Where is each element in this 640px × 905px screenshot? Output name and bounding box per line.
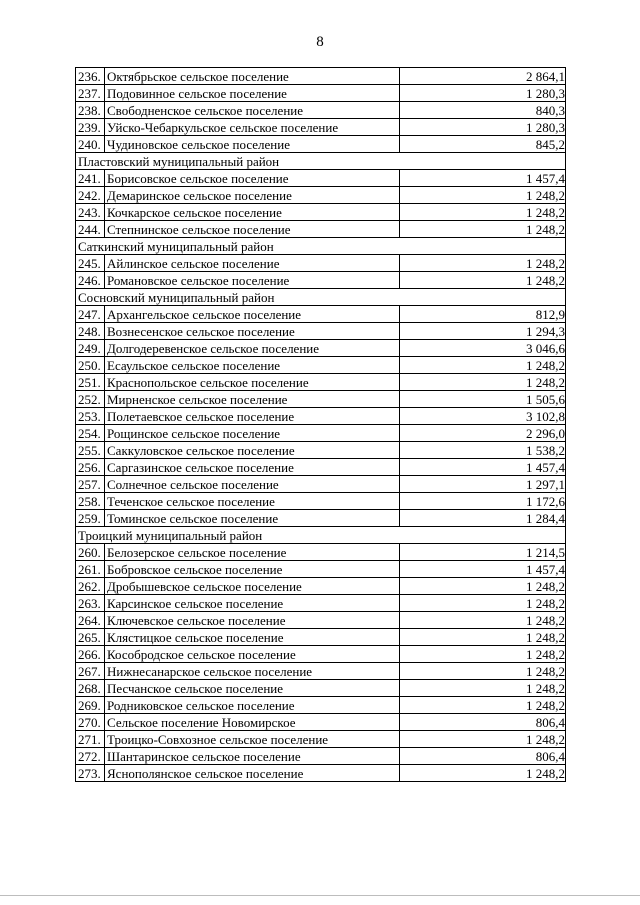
district-header-row: [76, 527, 566, 544]
table-row: [76, 119, 566, 136]
row-number: 252.: [76, 391, 105, 408]
row-number: 262.: [76, 578, 105, 595]
table-row: [76, 272, 566, 289]
table-row: [76, 442, 566, 459]
settlement-name: Саккуловское сельское поселение: [105, 442, 400, 459]
table-row: [76, 731, 566, 748]
table-row: [76, 340, 566, 357]
row-number: 264.: [76, 612, 105, 629]
page-bottom-edge: [0, 895, 640, 896]
settlement-name: Краснопольское сельское поселение: [105, 374, 400, 391]
row-number: 255.: [76, 442, 105, 459]
table-row: [76, 765, 566, 782]
settlement-amount: 1 248,2: [400, 697, 566, 714]
table-row: [76, 595, 566, 612]
settlement-amount: 1 505,6: [400, 391, 566, 408]
settlement-amount: 1 248,2: [400, 204, 566, 221]
table-row: [76, 646, 566, 663]
row-number: 242.: [76, 187, 105, 204]
row-number: 261.: [76, 561, 105, 578]
settlement-amount: 2 296,0: [400, 425, 566, 442]
settlement-amount: 1 294,3: [400, 323, 566, 340]
settlement-amount: 1 248,2: [400, 272, 566, 289]
row-number: 256.: [76, 459, 105, 476]
settlement-name: Кособродское сельское поселение: [105, 646, 400, 663]
settlement-name: Октябрьское сельское поселение: [105, 68, 400, 85]
settlement-amount: 1 280,3: [400, 85, 566, 102]
row-number: 272.: [76, 748, 105, 765]
row-number: 257.: [76, 476, 105, 493]
row-number: 263.: [76, 595, 105, 612]
district-header-row: [76, 153, 566, 170]
row-number: 247.: [76, 306, 105, 323]
settlement-amount: 1 248,2: [400, 680, 566, 697]
settlement-name: Айлинское сельское поселение: [105, 255, 400, 272]
table-row: [76, 544, 566, 561]
settlement-name: Нижнесанарское сельское поселение: [105, 663, 400, 680]
settlement-name: Демаринское сельское поселение: [105, 187, 400, 204]
settlement-name: Карсинское сельское поселение: [105, 595, 400, 612]
district-name: Троицкий муниципальный район: [76, 527, 566, 544]
table-row: [76, 221, 566, 238]
settlement-name: Степнинское сельское поселение: [105, 221, 400, 238]
table-row: [76, 714, 566, 731]
settlement-amount: 1 457,4: [400, 170, 566, 187]
settlement-amount: 1 248,2: [400, 646, 566, 663]
table-row: [76, 85, 566, 102]
row-number: 245.: [76, 255, 105, 272]
settlement-name: Бобровское сельское поселение: [105, 561, 400, 578]
table-row: [76, 187, 566, 204]
row-number: 249.: [76, 340, 105, 357]
settlement-amount: 840,3: [400, 102, 566, 119]
settlement-name: Клястицкое сельское поселение: [105, 629, 400, 646]
row-number: 253.: [76, 408, 105, 425]
settlement-amount: 845,2: [400, 136, 566, 153]
table-row: [76, 612, 566, 629]
row-number: 259.: [76, 510, 105, 527]
settlement-amount: 806,4: [400, 748, 566, 765]
settlement-amount: 1 248,2: [400, 629, 566, 646]
settlement-name: Томинское сельское поселение: [105, 510, 400, 527]
table-row: [76, 561, 566, 578]
settlement-name: Долгодеревенское сельское поселение: [105, 340, 400, 357]
table-row: [76, 136, 566, 153]
settlements-table: [75, 67, 566, 782]
table-row: [76, 476, 566, 493]
settlement-amount: 1 248,2: [400, 255, 566, 272]
settlement-amount: 1 248,2: [400, 765, 566, 782]
table-row: [76, 323, 566, 340]
row-number: 248.: [76, 323, 105, 340]
settlement-amount: 1 248,2: [400, 357, 566, 374]
table-row: [76, 510, 566, 527]
row-number: 271.: [76, 731, 105, 748]
table-row: [76, 459, 566, 476]
table-row: [76, 204, 566, 221]
row-number: 241.: [76, 170, 105, 187]
settlement-name: Борисовское сельское поселение: [105, 170, 400, 187]
settlement-amount: 1 248,2: [400, 221, 566, 238]
table-row: [76, 170, 566, 187]
row-number: 268.: [76, 680, 105, 697]
table-row: [76, 697, 566, 714]
table-row: [76, 493, 566, 510]
row-number: 267.: [76, 663, 105, 680]
settlement-name: Солнечное сельское поселение: [105, 476, 400, 493]
settlement-name: Мирненское сельское поселение: [105, 391, 400, 408]
settlement-amount: 1 280,3: [400, 119, 566, 136]
table-row: [76, 306, 566, 323]
settlement-name: Троицко-Совхозное сельское поселение: [105, 731, 400, 748]
settlement-amount: 1 248,2: [400, 663, 566, 680]
settlement-name: Уйско-Чебаркульское сельское поселение: [105, 119, 400, 136]
row-number: 260.: [76, 544, 105, 561]
row-number: 236.: [76, 68, 105, 85]
settlement-name: Яснополянское сельское поселение: [105, 765, 400, 782]
table-row: [76, 68, 566, 85]
table-row: [76, 680, 566, 697]
row-number: 238.: [76, 102, 105, 119]
settlement-amount: 1 248,2: [400, 612, 566, 629]
settlement-amount: 3 046,6: [400, 340, 566, 357]
district-header-row: [76, 238, 566, 255]
row-number: 270.: [76, 714, 105, 731]
settlement-name: Песчанское сельское поселение: [105, 680, 400, 697]
settlement-name: Белозерское сельское поселение: [105, 544, 400, 561]
settlement-name: Саргазинское сельское поселение: [105, 459, 400, 476]
row-number: 251.: [76, 374, 105, 391]
row-number: 250.: [76, 357, 105, 374]
settlement-name: Романовское сельское поселение: [105, 272, 400, 289]
table-row: [76, 102, 566, 119]
settlement-name: Вознесенское сельское поселение: [105, 323, 400, 340]
table-row: [76, 391, 566, 408]
row-number: 269.: [76, 697, 105, 714]
table-row: [76, 255, 566, 272]
row-number: 254.: [76, 425, 105, 442]
settlement-name: Ключевское сельское поселение: [105, 612, 400, 629]
row-number: 246.: [76, 272, 105, 289]
settlement-name: Архангельское сельское поселение: [105, 306, 400, 323]
settlement-amount: 1 248,2: [400, 187, 566, 204]
settlement-name: Подовинное сельское поселение: [105, 85, 400, 102]
table-row: [76, 374, 566, 391]
table-row: [76, 663, 566, 680]
table-row: [76, 425, 566, 442]
settlement-amount: 1 214,5: [400, 544, 566, 561]
row-number: 239.: [76, 119, 105, 136]
settlement-name: Есаульское сельское поселение: [105, 357, 400, 374]
row-number: 265.: [76, 629, 105, 646]
settlement-amount: 1 538,2: [400, 442, 566, 459]
district-name: Пластовский муниципальный район: [76, 153, 566, 170]
row-number: 243.: [76, 204, 105, 221]
settlement-amount: 1 457,4: [400, 459, 566, 476]
settlement-amount: 1 248,2: [400, 595, 566, 612]
row-number: 237.: [76, 85, 105, 102]
settlement-name: Свободненское сельское поселение: [105, 102, 400, 119]
district-header-row: [76, 289, 566, 306]
settlement-name: Дробышевское сельское поселение: [105, 578, 400, 595]
settlement-name: Родниковское сельское поселение: [105, 697, 400, 714]
district-name: Сосновский муниципальный район: [76, 289, 566, 306]
settlement-amount: 1 457,4: [400, 561, 566, 578]
settlement-name: Шантаринское сельское поселение: [105, 748, 400, 765]
settlement-amount: 3 102,8: [400, 408, 566, 425]
table-row: [76, 629, 566, 646]
district-name: Саткинский муниципальный район: [76, 238, 566, 255]
row-number: 258.: [76, 493, 105, 510]
table-row: [76, 578, 566, 595]
row-number: 266.: [76, 646, 105, 663]
settlement-amount: 1 248,2: [400, 731, 566, 748]
settlement-name: Рощинское сельское поселение: [105, 425, 400, 442]
settlement-name: Теченское сельское поселение: [105, 493, 400, 510]
settlement-amount: 1 284,4: [400, 510, 566, 527]
table-row: [76, 357, 566, 374]
row-number: 240.: [76, 136, 105, 153]
settlement-name: Чудиновское сельское поселение: [105, 136, 400, 153]
settlement-name: Кочкарское сельское поселение: [105, 204, 400, 221]
settlement-amount: 1 248,2: [400, 374, 566, 391]
table-row: [76, 748, 566, 765]
settlement-amount: 806,4: [400, 714, 566, 731]
table-body: [76, 68, 566, 782]
table-row: [76, 408, 566, 425]
settlement-amount: 1 248,2: [400, 578, 566, 595]
page-number: 8: [316, 34, 324, 50]
row-number: 273.: [76, 765, 105, 782]
settlement-amount: 2 864,1: [400, 68, 566, 85]
settlement-amount: 1 297,1: [400, 476, 566, 493]
row-number: 244.: [76, 221, 105, 238]
settlement-amount: 812,9: [400, 306, 566, 323]
settlement-amount: 1 172,6: [400, 493, 566, 510]
settlement-name: Полетаевское сельское поселение: [105, 408, 400, 425]
settlement-name: Сельское поселение Новомирское: [105, 714, 400, 731]
